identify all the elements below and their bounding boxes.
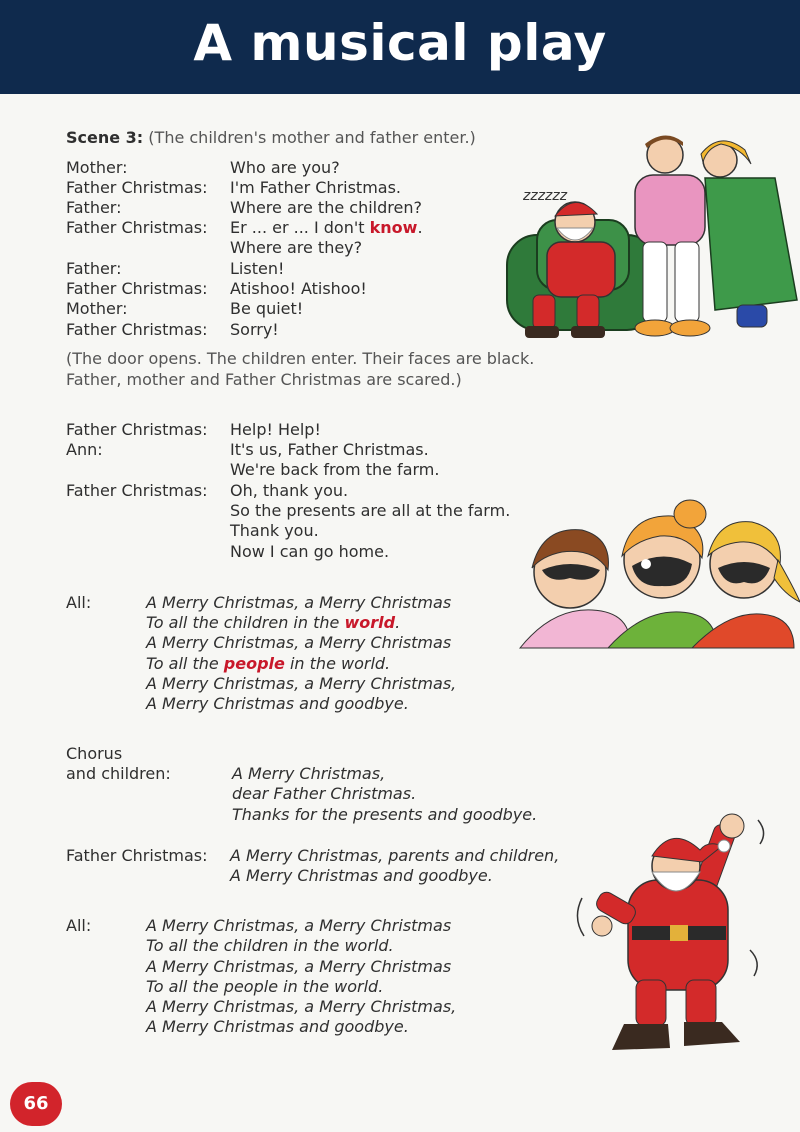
dialogue-line: Sorry! — [230, 320, 279, 339]
song-line — [146, 654, 390, 674]
song-line: A Merry Christmas, a Merry Christmas, — [146, 997, 457, 1016]
stage-direction: (The door opens. The children enter. Their faces are black. — [66, 349, 535, 368]
stage-direction: Father, mother and Father Christmas are scared.) — [66, 370, 462, 389]
dialogue-line: Listen! — [230, 259, 285, 278]
song-line: To all the children in the world. — [146, 936, 394, 955]
song-line: A Merry Christmas, a Merry Christmas — [146, 916, 452, 935]
song-line: To all the people in the world. — [146, 977, 384, 996]
speaker-label: Mother: — [66, 158, 128, 177]
dialogue-text: . — [417, 218, 423, 237]
dialogue-line: Thank you. — [230, 521, 319, 540]
speaker-label: All: — [66, 916, 92, 935]
speaker-label: Chorus — [66, 744, 123, 763]
song-text: To all the — [146, 654, 224, 673]
dialogue-line: Who are you? — [230, 158, 340, 177]
speaker-label: Father Christmas: — [66, 279, 208, 298]
song-text: To all the children in the — [146, 613, 345, 632]
page-number-badge: 66 — [10, 1082, 62, 1126]
speaker-label: and children: — [66, 764, 171, 783]
dancing-santa-illustration — [572, 810, 772, 1060]
song-line: A Merry Christmas, parents and children, — [230, 846, 560, 865]
speaker-label: All: — [66, 593, 92, 612]
song-text: in the world. — [284, 654, 391, 673]
song-line: A Merry Christmas, a Merry Christmas — [146, 957, 452, 976]
highlight-word: people — [223, 654, 285, 673]
speaker-label: Father Christmas: — [66, 481, 208, 500]
dialogue-line: I'm Father Christmas. — [230, 178, 402, 197]
dialogue-line: It's us, Father Christmas. — [230, 440, 429, 459]
dialogue-line: So the presents are all at the farm. — [230, 501, 511, 520]
children-illustration — [512, 498, 800, 658]
snore-text: zzzzzz — [523, 188, 568, 204]
speaker-label: Father Christmas: — [66, 178, 208, 197]
speaker-label: Mother: — [66, 299, 128, 318]
scene-heading — [66, 128, 476, 148]
song-line: A Merry Christmas, — [232, 764, 386, 783]
dialogue-line: Oh, thank you. — [230, 481, 349, 500]
speaker-label: Father Christmas: — [66, 218, 208, 237]
sleeping-santa-illustration — [505, 130, 800, 345]
dialogue-line — [230, 218, 423, 238]
speaker-label: Father Christmas: — [66, 320, 208, 339]
song-text: . — [395, 613, 401, 632]
speaker-label: Father Christmas: — [66, 420, 208, 439]
song-line: Thanks for the presents and goodbye. — [232, 805, 538, 824]
dialogue-line: We're back from the farm. — [230, 460, 440, 479]
title-banner — [0, 0, 800, 94]
speaker-label: Ann: — [66, 440, 103, 459]
song-line: A Merry Christmas and goodbye. — [146, 694, 409, 713]
speaker-label: Father: — [66, 198, 122, 217]
song-line: A Merry Christmas and goodbye. — [146, 1017, 409, 1036]
song-line: A Merry Christmas and goodbye. — [230, 866, 493, 885]
dialogue-line: Help! Help! — [230, 420, 321, 439]
highlight-word: know — [369, 218, 418, 237]
speaker-label: Father Christmas: — [66, 846, 208, 865]
dialogue-line: Be quiet! — [230, 299, 304, 318]
dialogue-line: Atishoo! Atishoo! — [230, 279, 367, 298]
song-line: A Merry Christmas, a Merry Christmas — [146, 633, 452, 652]
speaker-label: Father: — [66, 259, 122, 278]
dialogue-line: Where are the children? — [230, 198, 422, 217]
scene-label: Scene 3: — [66, 128, 144, 147]
page-title: A musical play — [193, 14, 607, 72]
dialogue-text: Er ... er ... I don't — [230, 218, 370, 237]
song-line: A Merry Christmas, a Merry Christmas, — [146, 674, 457, 693]
dialogue-line: Now I can go home. — [230, 542, 390, 561]
scene-direction: (The children's mother and father enter.) — [148, 128, 476, 147]
highlight-word: world — [344, 613, 396, 632]
dialogue-line: Where are they? — [230, 238, 363, 257]
song-line: A Merry Christmas, a Merry Christmas — [146, 593, 452, 612]
song-line — [146, 613, 400, 633]
song-line: dear Father Christmas. — [232, 784, 417, 803]
